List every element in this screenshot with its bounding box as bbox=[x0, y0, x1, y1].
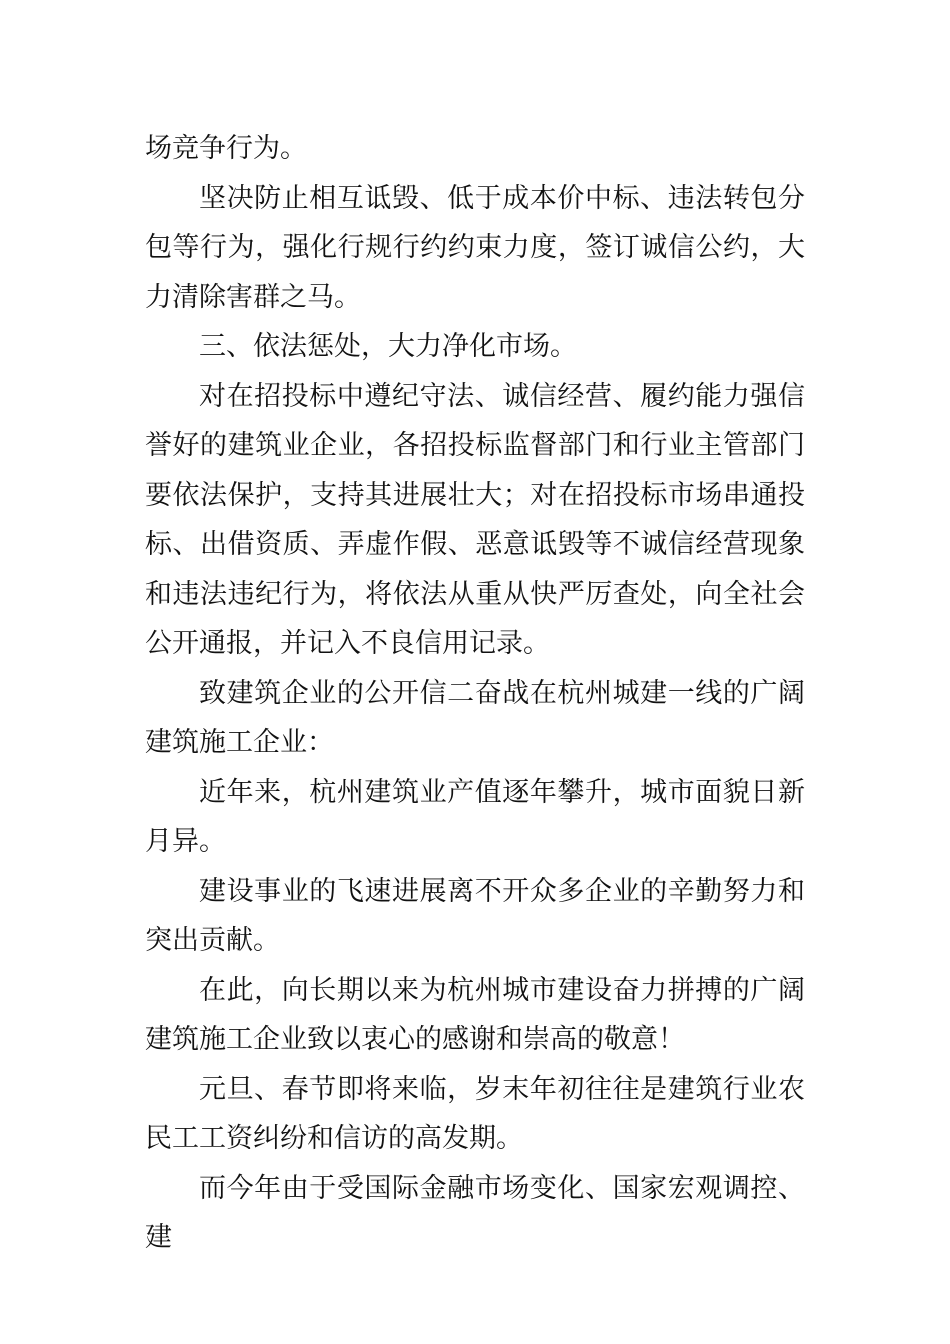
letter-salutation: 致建筑企业的公开信二奋战在杭州城建一线的广阔建筑施工企业： bbox=[145, 677, 805, 758]
paragraph-contribution: 建设事业的飞速进展离不开众多企业的辛勤努力和突出贡献。 bbox=[145, 875, 805, 956]
paragraph-output-growth: 近年来，杭州建筑业产值逐年攀升，城市面貌日新月异。 bbox=[145, 776, 805, 857]
paragraph-holiday-wages: 元旦、春节即将来临，岁末年初往往是建筑行业农民工工资纠纷和信访的高发期。 bbox=[145, 1073, 805, 1154]
section-heading-three: 三、依法惩处，大力净化市场。 bbox=[199, 331, 577, 362]
paragraph-continuation: 场竞争行为。 bbox=[145, 133, 307, 164]
paragraph-this-year: 而今年由于受国际金融市场变化、国家宏观调控、建 bbox=[145, 1172, 805, 1253]
document-body bbox=[145, 124, 805, 1263]
paragraph-lawful-punishment: 对在招投标中遵纪守法、诚信经营、履约能力强信誉好的建筑业企业，各招投标监督部门和行业主管部门要依法保护，支持其进展壮大；对在招投标市场串通投标、出借资质、弄虚作假、恶意诋毁等不诚信经营现象和违法违纪行为，将依法从重从快严厉查处，向全社会公开通报，并记入不良信用记录。 bbox=[145, 380, 805, 659]
paragraph-gratitude: 在此，向长期以来为杭州城市建设奋力拼搏的广阔建筑施工企业致以衷心的感谢和崇高的敬意！ bbox=[145, 974, 805, 1055]
paragraph-prevent-slander: 坚决防止相互诋毁、低于成本价中标、违法转包分包等行为，强化行规行约约束力度，签订诚信公约，大力清除害群之马。 bbox=[145, 182, 805, 313]
